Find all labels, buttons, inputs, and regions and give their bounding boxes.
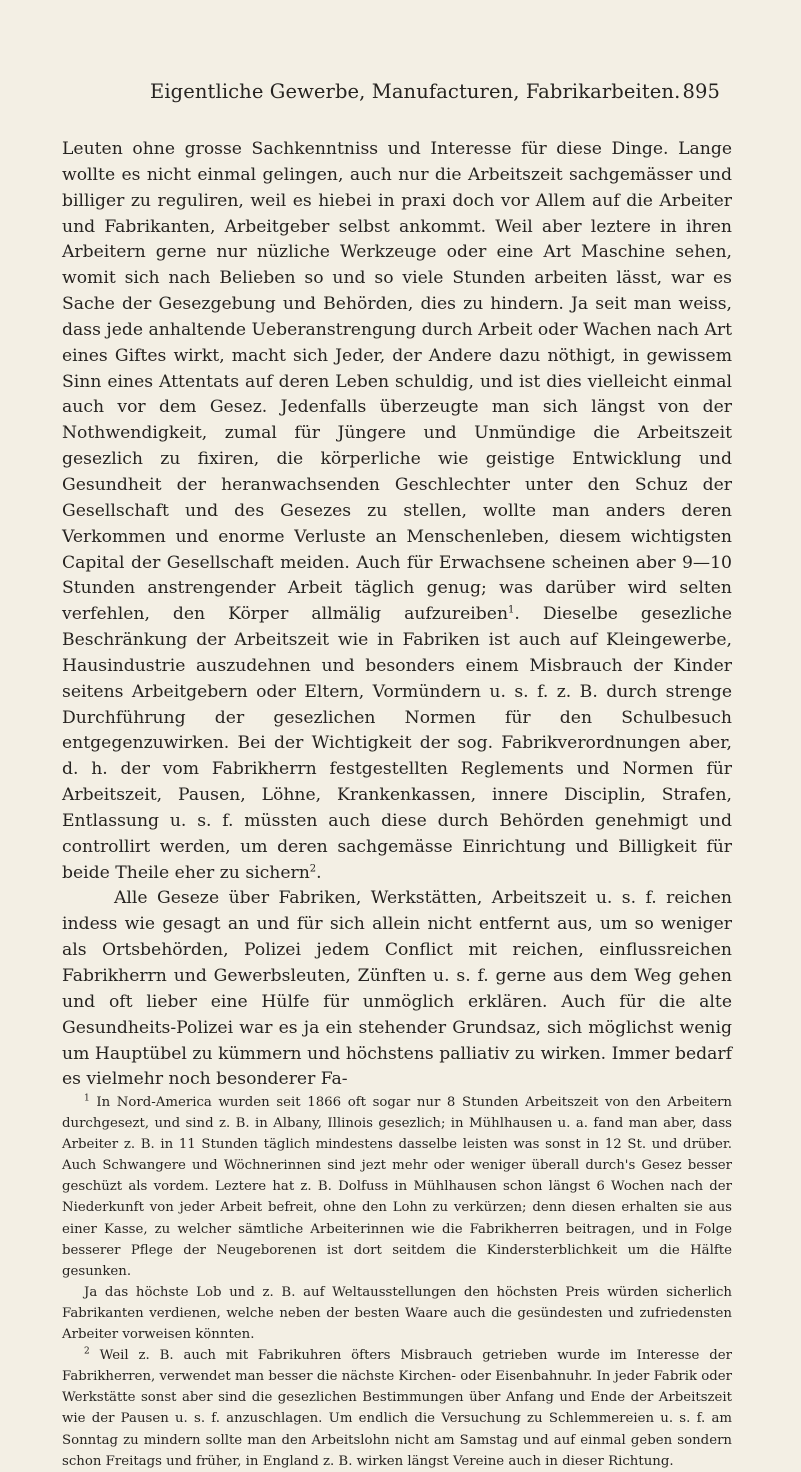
paragraph-2: Alle Geseze über Fabriken, Werkstätten, Arbeitszeit u. s. f. reichen indess wie gesagt an und für sich allein nicht entfernt aus, um so weniger als Ortsbehörden, Polizei jedem Conflict mit reichen, einflussreichen Fabrikherrn und Gewerbsleuten, Zünften u. s. f. gerne aus dem Weg gehen und oft lieber eine Hülfe für unmöglich erklären. Auch für die alte Gesundheits-Polizei war es ja ein stehender Grundsaz, sich möglichst wenig um Hauptübel zu kümmern und höchstens palliativ zu wirken. Immer bedarf es vielmehr noch besonderer Fa- (62, 888, 732, 1090)
footnote-2 (62, 1345, 732, 1472)
footnote-1 (62, 1092, 732, 1282)
paragraph-1-part-a: Leuten ohne grosse Sachkenntniss und Interesse für diese Dinge. Lange wollte es nicht einmal gelingen, auch nur die Arbeitszeit sachgemässer und billiger zu reguliren, weil es hiebei in praxi doch vor Allem auf die Arbeiter und Fabrikanten, Arbeitgeber selbst ankommt. Weil aber leztere in ihren Arbeitern gerne nur nüzliche Werkzeuge oder eine Art Maschine sehen, womit sich nach Belieben so und so viele Stunden arbeiten lässt, war es Sache der Gesezgebung und Behörden, dies zu hindern. Ja seit man weiss, dass jede anhaltende Ueberanstrengung durch Arbeit oder Wachen nach Art eines Giftes wirkt, macht sich Jeder, der Andere dazu nöthigt, in gewissem Sinn eines Attentats auf deren Leben schuldig, und ist dies vielleicht einmal auch vor dem Gesez. Jedenfalls überzeugte man sich längst von der Nothwendigkeit, zumal für Jüngere und Unmündige die Arbeitszeit gesezlich zu fixiren, die körperliche wie geistige Entwicklung und Gesundheit der heranwachsenden Geschlechter unter den Schuz der Gesellschaft und des Gesezes zu stellen, wollte man anders deren Verkommen und enorme Verluste an Menschenleben, diesem wichtigsten Capital der Gesellschaft meiden. Auch für Erwachsene scheinen aber 9—10 Stunden anstrengender Arbeit täglich genug; was darüber wird selten verfehlen, den Körper allmälig aufzureiben (62, 139, 732, 625)
footnote-2-marker: 2 (84, 1346, 90, 1357)
footnote-1-text: In Nord-America wurden seit 1866 oft sogar nur 8 Stunden Arbeitszeit von den Arbeitern durchgesezt, und sind z. B. in Albany, Illinois gesezlich; in Mühlhausen u. a. fand man aber, dass Arbeiter z. B. in 11 Stunden täglich mindestens dasselbe leisten was sonst in 12 St. und drüber. Auch Schwangere und Wöchnerinnen sind jezt mehr oder weniger überall durch's Gesez besser geschüzt als vordem. Leztere hat z. B. Dolfuss in Mühlhausen schon längst 6 Wochen nach der Niederkunft von jeder Arbeit befreit, ohne den Lohn zu verkürzen; denn diesen erhalten sie aus einer Kasse, zu welcher sämtliche Arbeiterinnen wie die Fabrikherren beitragen, und in Folge besserer Pflege der Neugeborenen ist dort seitdem die Kindersterblichkeit um die Hälfte gesunken. (62, 1095, 732, 1279)
footnote-1-marker: 1 (84, 1093, 90, 1104)
paragraph-1 (62, 137, 732, 886)
main-text (62, 137, 732, 1093)
footnote-1-continuation: Ja das höchste Lob und z. B. auf Weltausstellungen den höchsten Preis würden sicherlich Fabrikanten verdienen, welche neben der besten Waare auch die gesündesten und zufriedensten Arbeiter vorweisen könnten. (62, 1284, 732, 1343)
footnote-reference-1: 1 (508, 604, 515, 616)
page-number: 895 (682, 80, 720, 103)
footnote-reference-2: 2 (309, 862, 317, 874)
running-title: Eigentliche Gewerbe, Manufacturen, Fabrikarbeiten. (150, 80, 681, 103)
footnote-2-text: Weil z. B. auch mit Fabrikuhren öfters Misbrauch getrieben wurde im Interesse der Fabrikherren, verwendet man besser die nächste Kirchen- oder Eisenbahnuhr. In jeder Fabrik oder Werkstätte sonst aber sind die gesezlichen Bestimmungen über Anfang und Ende der Arbeitszeit wie der Pausen u. s. f. anzuschlagen. Um endlich die Versuchung zu Schlemmereien u. s. f. am Sonntag zu mindern sollte man den Arbeitslohn nicht am Samstag und auf einmal geben sondern schon Freitags und früher, in England z. B. wirken längst Vereine auch in dieser Richtung. (62, 1348, 732, 1469)
paragraph-1-part-b: . Dieselbe gesezliche Beschränkung der Arbeitszeit wie in Fabriken ist auch auf Kleingewerbe, Hausindustrie auszudehnen und besonders einem Misbrauch der Kinder seitens Arbeitgebern oder Eltern, Vormündern u. s. f. z. B. durch strenge Durchführung der gesezlichen Normen für den Schulbesuch entgegenzuwirken. Bei der Wichtigkeit der sog. Fabrikverordnungen aber, d. h. der vom Fabrikherrn festgestellten Reglements und Normen für Arbeitszeit, Pausen, Löhne, Krankenkassen, innere Disciplin, Strafen, Entlassung u. s. f. müssten auch diese durch Behörden genehmigt und controllirt werden, um deren sachgemässe Einrichtung und Billigkeit für beide Theile eher zu sichern (62, 604, 733, 883)
footnotes (62, 1092, 732, 1472)
running-header (150, 80, 720, 104)
paragraph-1-part-c: . (316, 862, 322, 883)
